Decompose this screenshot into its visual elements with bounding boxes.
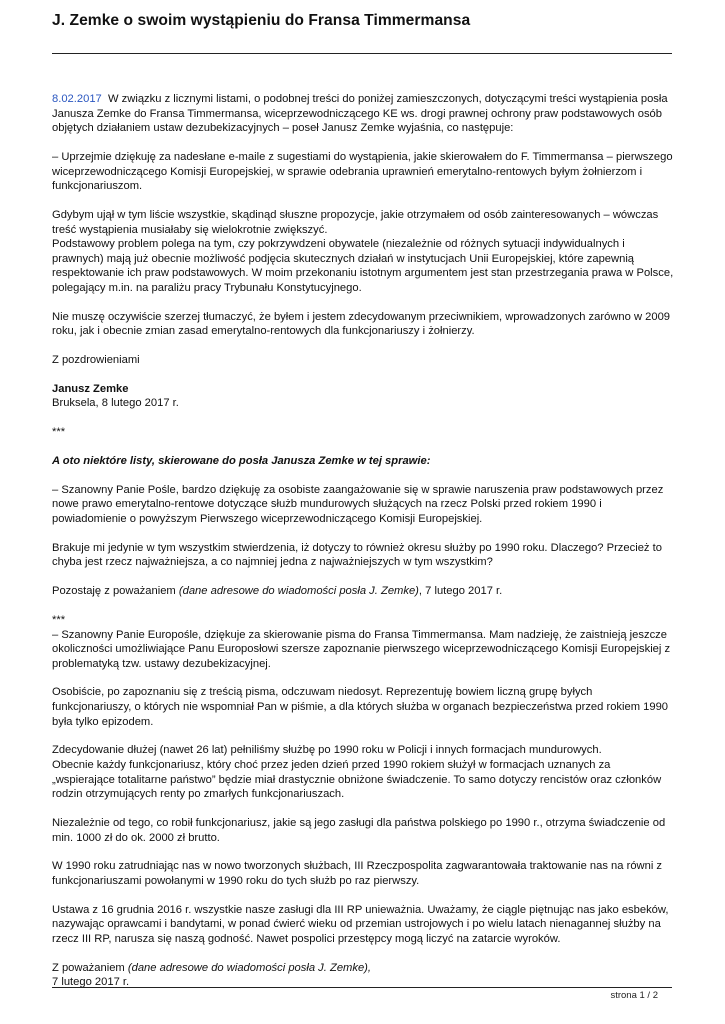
separator: *** xyxy=(52,426,66,439)
letter-signature xyxy=(52,584,674,599)
signature-prefix: Z poważaniem xyxy=(52,961,125,974)
letter-paragraph: Obecnie każdy funkcjonariusz, który choć przez jeden dzień przed 1990 rokiem służył w formacjach uznanych za „wspierające totalitarne państwo” będzie miał drastycznie obniżone świadczenie. To samo dotyczy rencistów oraz członków rodzin otrzymujących renty po zmarłych funkcjonariuszach. xyxy=(52,759,662,801)
intro-text: W związku z licznymi listami, o podobnej treści do poniżej zamieszczonych, dotyczącymi treści wystąpienia posła Janusza Zemke do Fransa Timmermansa, wiceprzewodniczącego KE ws. drogi prawnej ochrony praw podstawowych osób objętych działaniem ustaw dezubekizacyjnych – poseł Janusz Zemke wyjaśnia, co następuje: xyxy=(52,93,668,135)
paragraph: Gdybym ujął w tym liście wszystkie, skądinąd słuszne propozycje, jakie otrzymałem od osób zainteresowanych – wówczas treść wystąpienia musiałaby się wielokrotnie zwiększyć. xyxy=(52,208,659,236)
signature-address-note: (dane adresowe do wiadomości posła J. Zemke), xyxy=(127,961,372,974)
separator: *** xyxy=(52,613,66,626)
letter-paragraph: Brakuje mi jedynie w tym wszystkim stwierdzenia, iż dotyczy to również okresu służby po 1990 roku. Dlaczego? Przecież to chyba jest rzecz najważniejsza, a co najmniej jedna z najważniejszych w tym wszystkim? xyxy=(52,541,662,569)
greeting: Z pozdrowieniami xyxy=(52,354,140,367)
article-date-link[interactable]: 8.02.2017 xyxy=(52,93,102,105)
footer-divider xyxy=(52,987,672,988)
signature-date: , 7 lutego 2017 r. xyxy=(418,585,503,598)
paragraph: Nie muszę oczywiście szerzej tłumaczyć, że byłem i jestem zdecydowanym przeciwnikiem, wprowadzonych zarówno w 2009 roku, jak i obecnie zmian zasad emerytalno-rentowych dla funkcjonariuszy i żołnierzy. xyxy=(52,310,671,338)
article-body xyxy=(52,92,674,1004)
paragraph: – Uprzejmie dziękuję za nadesłane e-maile z sugestiami do wystąpienia, jakie skierowałem do F. Timmermansa – pierwszego wiceprzewodniczącego Komisji Europejskiej, w sprawie odebrania uprawnień emerytalno-rentowych byłym żołnierzom i funkcjonariuszom. xyxy=(52,150,673,193)
signature-date: 7 lutego 2017 r. xyxy=(52,976,130,989)
letter-paragraph: – Szanowny Panie Pośle, bardzo dziękuję za osobiste zaangażowanie się w sprawie naruszenia praw podstawowych przez nowe prawo emerytalno-rentowe dotyczące służb mundurowych służących na rzecz Polski przed rokiem 1990 i powiadomienie o powyższym Pierwszego wiceprzewodniczącego Komisji Europejskiej. xyxy=(52,483,664,525)
signature-address-note: (dane adresowe do wiadomości posła J. Zemke) xyxy=(178,585,419,598)
letter-paragraph: Niezależnie od tego, co robił funkcjonariusz, jakie są jego zasługi dla państwa polskiego po 1990 r., otrzyma świadczenie od min. 1000 zł do ok. 2000 zł brutto. xyxy=(52,817,666,844)
header-divider xyxy=(52,53,672,54)
letter-paragraph: Ustawa z 16 grudnia 2016 r. wszystkie nasze zasługi dla III RP unieważnia. Uważamy, że ciągle piętnując nas jako esbeków, nazywając oprawcami i bandytami, w ponad ćwierć wieku od przemian ustrojowych i po wielu latach nienagannej służby na rzecz III RP, narusza się naszą godność. Nawet pospolici przestępcy mogą liczyć na zatarcie wyroków. xyxy=(52,903,669,945)
letters-heading: A oto niektóre listy, skierowane do posła Janusza Zemke w tej sprawie: xyxy=(52,455,431,467)
page-title: J. Zemke o swoim wystąpieniu do Fransa Timmermansa xyxy=(52,12,471,29)
signature-prefix: Pozostaję z poważaniem xyxy=(52,585,176,598)
paragraph: Podstawowy problem polega na tym, czy pokrzywdzeni obywatele (niezależnie od różnych sytuacji indywidualnych i prawnych) mają już obecnie możliwość podjęcia skutecznych działań w instytucjach Unii Europejskiej, które zapewnią respektowanie ich praw podstawowych. W moim przekonaniu istotnym argumentem jest stan przestrzegania prawa w Polsce, polegający m.in. na paraliżu pracy Trybunału Konstytucyjnego. xyxy=(52,238,674,294)
letter-paragraph: – Szanowny Panie Europośle, dziękuje za skierowanie pisma do Fransa Timmermansa. Mam nadzieję, że zaistnieją jeszcze okoliczności umożliwiające Panu Europosłowi szersze zapoznanie pierwszego wiceprzewodniczącego Komisji Europejskiej z problematyką tzw. ustawy dezubekizacyjnej. xyxy=(52,628,671,670)
intro-paragraph xyxy=(52,92,674,136)
letter-paragraph: W 1990 roku zatrudniając nas w nowo tworzonych służbach, III Rzeczpospolita zagwarantowała traktowanie nas na równi z funkcjonariuszami powołanymi w 1990 roku do tych służb po raz pierwszy. xyxy=(52,860,663,887)
letter-paragraph: Osobiście, po zapoznaniu się z treścią pisma, odczuwam niedosyt. Reprezentuję bowiem liczną grupę byłych funkcjonariuszy, o których nie wspomniał Pan w piśmie, a dla których służba w organach bezpieczeństwa przed rokiem 1990 była tylko epizodem. xyxy=(52,686,669,728)
signature-name: Janusz Zemke xyxy=(52,382,129,395)
letter-signature xyxy=(52,961,674,976)
signature-place: Bruksela, 8 lutego 2017 r. xyxy=(52,397,179,410)
page-number: strona 1 / 2 xyxy=(610,990,658,1001)
letter-paragraph: Zdecydowanie dłużej (nawet 26 lat) pełniliśmy służbę po 1990 roku w Policji i innych formacjach mundurowych. xyxy=(52,744,602,757)
